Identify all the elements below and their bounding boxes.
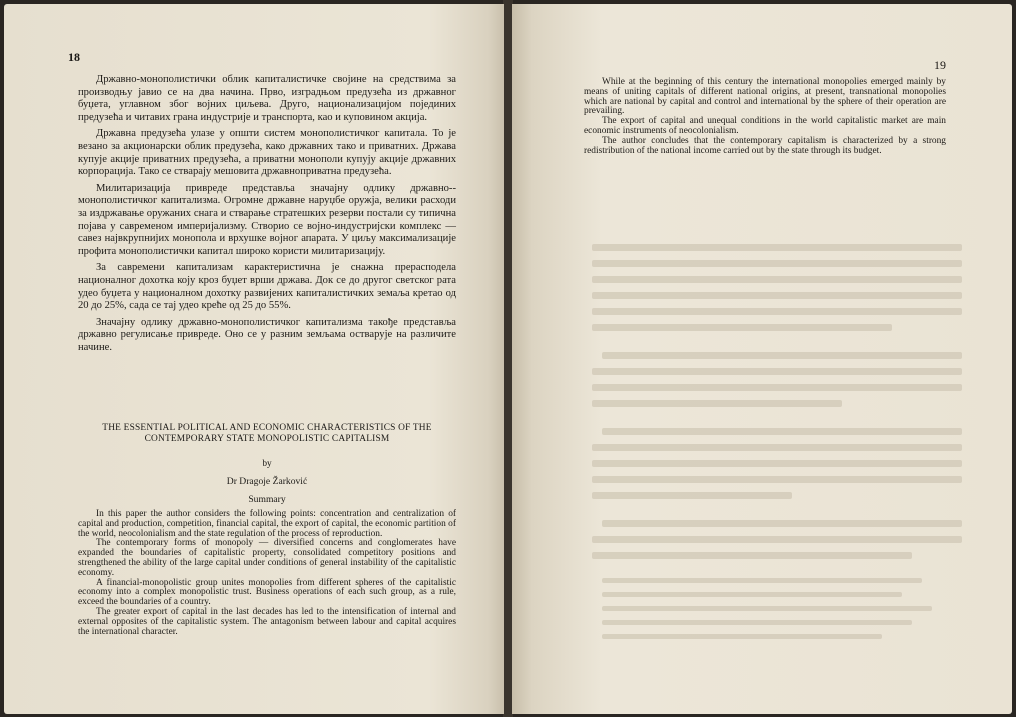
bleed-through-line [592,384,962,391]
author-name: Dr Dragoje Žarković [226,476,308,487]
bleed-through-line [592,244,962,251]
bleed-through-line [592,492,792,499]
summary-heading: Summary [248,494,286,505]
right-english-text [584,78,946,156]
left-cyrillic-text [78,74,456,358]
bleed-through-line [592,276,962,283]
english-title: THE ESSENTIAL POLITICAL AND ECONOMIC CHARACTERISTICS OF THE CONTEMPORARY STATE MONOPOLISTIC CAPITALISM [102,423,432,444]
right-page-number: 19 [934,58,946,72]
paragraph: In this paper the author considers the following points: concentration and centralization of capital and production, competition, financial capital, the export of capital, the economic partition of the world, neocolonialism and the state regulation of the process of reproduction. [78,509,456,539]
bleed-through-line [602,428,962,435]
paragraph: A financial-monopolistic group unites monopolies from different spheres of the capitalistic economy into a complex monopolistic trust. Business operations of each such group, as a rule, exceed the boundaries of a country. [78,577,456,608]
bleed-through-line [602,620,912,625]
bleed-through-line [602,634,882,639]
paragraph: The greater export of capital in the last decades has led to the intensification of internal and external opposites of the capitalistic system. The antagonism between labour and capital acquires the international character. [78,606,456,637]
bleed-through-line [592,400,842,407]
bleed-through-line [592,444,962,451]
paragraph: Државна предузећа улазе у општи систем монополистичког капитала. То је везано за акционарски облик предузећа, како државних тако и приватних. Држава купује акције приватних предузећа, а приватни монополи купују акције државних корпорација. Тако се стварају мешовита државноприватна предузећа. [78,128,456,178]
paragraph: While at the beginning of this century the international monopolies emerged mainly by means of uniting capitals of different national origins, at present, transnational monopolies which are national by capital and control and international by the sphere of their operation are prevailing. [584,77,946,117]
bleed-through-line [592,460,962,467]
paragraph: The author concludes that the contemporary capitalism is characterized by a strong redistribution of the national income carried out by the state through its budget. [584,135,946,156]
paragraph: Државно-монополистички облик капиталистичке својине на средствима за производњу јавио се на два начина. Прво, изградњом предузећа из државног буџета, углавном због војних циљева. Друго, национализацијом појединих предузећа и читавих грана индустрије и транспорта, као и куповином акција. [78,74,456,123]
bleed-through-line [592,552,912,559]
left-page-number: 18 [68,50,80,64]
bleed-through-line [602,592,902,597]
bleed-through-line [602,520,962,527]
bleed-through-line [592,308,962,315]
bleed-through-line [592,324,892,331]
bleed-through-line [592,292,962,299]
paragraph: The contemporary forms of monopoly — diversified concerns and conglomerates have expanded the boundaries of capitalistic property, consolidated competitory positions and strengthened the ability of the large capital under conditions of general instability of the capitalistic economy. [78,538,456,578]
paragraph: Значајну одлику државно-монополистичког капитализма такође представља државно регулисање привреде. Оно се у разним земљама остварује на различите начине. [78,316,456,353]
paragraph: За савремени капитализам карактеристична је снажна прерасподела националног дохотка коју кроз буџет врши држава. Док се до другог светског рата удео буџета у националном дохотку развијених капиталистичких земаља кретао од 20 до 25%, сада се тај удео креће од 25 до 55%. [78,262,456,312]
english-summary-header [78,423,456,505]
bleed-through-line [592,368,962,375]
paragraph: Милитаризација привреде представља значајну одлику државно--монополистичког капитализма. Огромне државне наруџбе оружја, велики расходи за издржавање оружаних снага и стварање стратешких резерви постали су типична појава у савременом империјализму. Створио се војно-индустријски комплекс — савез највкрупнијих монопола и врхушке војног апарата. У циљу максимализације профита монополистички капитал широко користи милитаризацију. [78,182,456,257]
english-summary-text [78,510,456,637]
bleed-through-line [602,606,932,611]
paragraph: The export of capital and unequal conditions in the world capitalistic market are main economic instruments of neocolonialism. [584,116,946,136]
bleed-through-line [592,476,962,483]
bleed-through-line [602,578,922,583]
bleed-through-line [592,536,962,543]
byline-by: by [262,459,272,469]
bleed-through-line [592,260,962,267]
bleed-through-line [602,352,962,359]
